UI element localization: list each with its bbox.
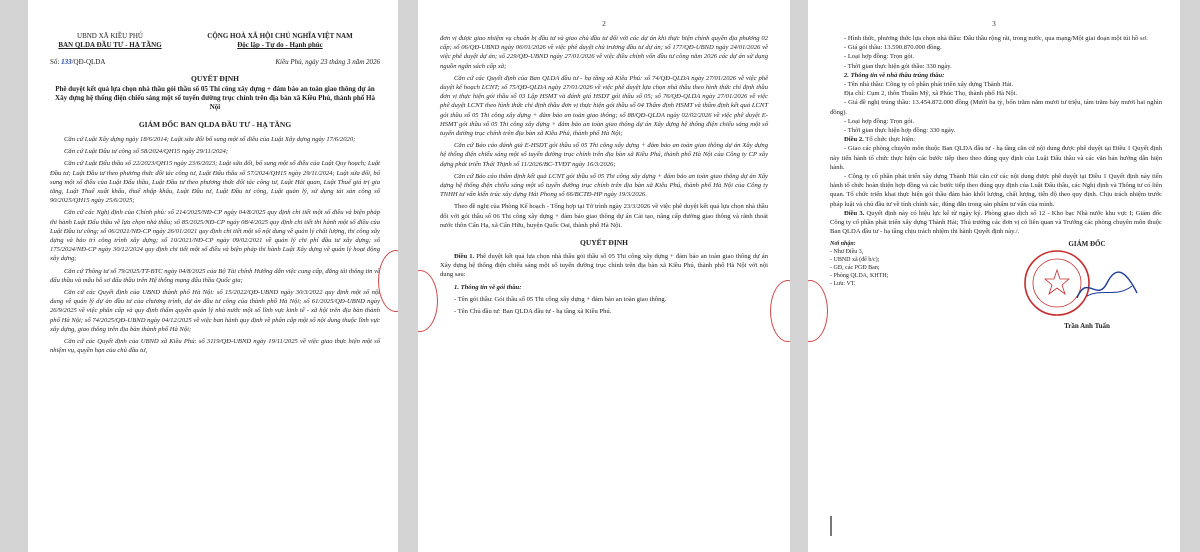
recipients-list	[830, 240, 888, 330]
director-heading: GIÁM ĐỐC BAN QLDA ĐẦU TƯ - HẠ TẦNG	[138, 120, 292, 129]
basis-paragraph: đơn vị được giao nhiệm vụ chuẩn bị đầu tư và giao chủ đầu tư đối với các dự án khi thực hiện chính quyền địa phương 02 cấp; số 06/QĐ-UBND ngày 06/01/2026 về việc phê duyệt chủ trương đầu tư dự án; số 177/QĐ-UBND ngày 24/01/2026 về việc phê duyệt dự án; số 229/QĐ-UBND ngày 27/01/2026 về việc điều chỉnh vốn đầu tư công năm 2026 các dự án sử dụng nguồn ngân sách cấp xã;	[440, 35, 768, 70]
winner-line: Địa chỉ: Cụm 2, thôn Thuần Mỹ, xã Phúc Thọ, thành phố Hà Nội.	[844, 90, 1018, 98]
package-owner: - Tên Chủ đầu tư: Ban QLDA đầu tư - hạ tầng xã Kiều Phú.	[454, 308, 612, 316]
document-header	[50, 32, 380, 50]
doc-no-handwritten: 133	[61, 58, 72, 66]
basis-paragraph: Căn cứ các Nghị định của Chính phủ: số 214/2025/NĐ-CP ngày 04/8/2025 quy định chi tiết một số điều và biện pháp thi hành Luật Đấu thầu về lựa chọn nhà thầu; số 85/2025/NĐ-CP ngày 08/4/2025 quy định chi tiết thi hành một số điều của Luật Đầu tư công; số 06/2021/NĐ-CP ngày 26/01/2021 quy định chi tiết một số nội dung về quản lý chất lượng, thi công xây dựng và bảo trì công trình xây dựng; số 10/2021/NĐ-CP ngày 09/02/2021 về quản lý chi phí đầu tư xây dựng; số 175/2024/NĐ-CP ngày 30/12/2024 quy định chi tiết một số điều và biện pháp thi hành Luật Xây dựng về quản lý hoạt động xây dựng;	[50, 209, 380, 263]
decision-heading: QUYẾT ĐỊNH	[580, 238, 628, 248]
digital-signature-note	[830, 516, 950, 536]
basis-paragraph: Căn cứ Báo cáo thẩm định kết quả LCNT gói thầu số 05 Thi công xây dựng + đảm bảo an toàn giao thông dự án Xây dựng hệ thống điện chiếu sáng một số tuyến đường trục chính trên địa bàn xã Kiều Phú, thành phố Hà Nội của Công ty TNHH tư vấn kiến trúc xây dựng Hải Phong số 66/BCTĐ-HP ngày 19/3/2026.	[440, 172, 768, 199]
basis-paragraph: Căn cứ các Quyết định của Ban QLDA đầu tư - hạ tầng xã Kiều Phú: số 74/QĐ-QLDA ngày 27/01/2026 về việc phê duyệt kế hoạch LCNT; số 75/QĐ-QLDA ngày 27/01/2026 về việc phê duyệt lựa chọn nhà thầu theo hình thức chỉ định thầu đơn vị thực hiện gói thầu số 03 Lập HSMT và đánh giá HSDT gói thầu số 05; số 76/QĐ-QLDA ngày 27/01/2026 về việc phê duyệt LCNT theo hình thức chỉ định thầu đơn vị thực hiện gói thầu số 04 Thẩm định HSMT và thẩm định kết quả LCNT gói thầu số 05 Thi công xây dựng + đảm bảo an toàn giao thông; số 88/QĐ-QLDA ngày 02/02/2026 về việc phê duyệt E-HSMT gói thầu số 05 Thi công xây dựng + đảm bảo an toàn giao thông dự án Xây dựng hệ thống điện chiếu sáng một số tuyến đường trục chính trên địa bàn xã Kiều Phú, thành phố Hà Nội;	[440, 74, 768, 138]
winner-line: - Giá đề nghị trúng thầu: 13.454.872.000 đồng (Mười ba tỷ, bốn trăm năm mươi tư triệu, tám trăm bảy mươi hai nghìn đồng).	[830, 99, 1162, 116]
document-page-1	[28, 0, 398, 552]
document-number	[50, 58, 105, 66]
basis-paragraph: Căn cứ Luật Đấu thầu số 22/2023/QH15 ngày 23/6/2023; Luật sửa đổi, bổ sung một số điều của Luật Quy hoạch; Luật Đầu tư; Luật Đầu tư theo phương thức đối tác công tư, Luật Đấu thầu số 57/2024/QH15 ngày 29/11/2024; Luật sửa đổi, bổ sung một số điều của Luật Đấu thầu, Luật Đầu tư theo phương thức đối tác công tư, Luật Hải quan, Luật Thuế giá trị gia tăng, Luật Thuế xuất khẩu, thuế nhập khẩu, Luật Đầu tư, Luật Đầu tư công, Luật quản lý, sử dụng tài sản công số 90/2025/QH15 ngày 25/6/2025;	[50, 160, 380, 205]
signer-name: Trần Anh Tuấn	[1064, 322, 1110, 331]
article-2-text: Tổ chức thực hiện:	[863, 136, 916, 144]
digital-signature-mark	[830, 516, 950, 536]
winner-line: - Loại hợp đồng: Trọn gói.	[844, 117, 915, 125]
edge-seal-stamp	[808, 280, 828, 342]
section-1-heading: 1. Thông tin về gói thầu:	[454, 283, 522, 291]
section-2-heading: 2. Thông tin về nhà thầu trúng thầu:	[844, 71, 945, 79]
basis-paragraph: Căn cứ Luật Đầu tư công số 58/2024/QH15 ngày 29/11/2024;	[64, 148, 229, 156]
recipient-item: - Lưu: VT.	[830, 281, 856, 288]
winner-line: - Thời gian thực hiện hợp đồng: 330 ngày.	[844, 127, 956, 135]
signer-title: GIÁM ĐỐC	[1068, 240, 1106, 249]
basis-paragraph: Căn cứ các Quyết định của UBND xã Kiều Phú: số 3119/QĐ-UBND ngày 19/11/2025 về việc giao thực hiện một số nhiệm vụ, quyền hạn của chủ đầu tư,	[50, 338, 380, 355]
issuing-organization	[50, 32, 170, 50]
package-line: - Hình thức, phương thức lựa chọn nhà thầu: Đấu thầu rộng rãi, trong nước, qua mạng/Một giai đoạn một túi hồ sơ.	[844, 35, 1148, 42]
package-name: - Tên gói thầu: Gói thầu số 05 Thi công xây dựng + đảm bảo an toàn giao thông.	[454, 295, 667, 303]
recipient-item: - GĐ, các PGĐ Ban;	[830, 265, 880, 272]
article-3	[830, 209, 1162, 237]
article-3-text: Quyết định này có hiệu lực kể từ ngày ký. Phòng giao dịch số 12 - Kho bạc Nhà nước khu vực I; Giám đốc Công ty cổ phần phát triển xây dựng Thành Hải; Thủ trưởng các đơn vị có liên quan và Trưởng các phòng chuyên môn thuộc Ban QLDA đầu tư - hạ tầng chịu trách nhiệm thi hành Quyết định này./.	[830, 209, 1162, 236]
package-line: - Giá gói thầu: 13.590.870.000 đồng.	[844, 44, 942, 52]
national-motto	[180, 32, 380, 50]
article-1-text: Phê duyệt kết quả lựa chọn nhà thầu gói thầu số 05 Thi công xây dựng + đảm bảo an toàn giao thông dự án Xây dựng hệ thống điện chiếu sáng một số tuyến đường trục chính trên địa bàn xã Kiều Phú, thành phố Hà Nội với nội dung sau:	[440, 253, 768, 279]
basis-paragraph: Căn cứ Luật Xây dựng ngày 18/6/2014; Luật sửa đổi bổ sung một số điều của Luật Xây dựng ngày 17/6/2020;	[64, 136, 356, 143]
basis-paragraph: Căn cứ các Quyết định của UBND thành phố Hà Nội: số 15/2022/QĐ-UBND ngày 30/3/2022 quy định một số nội dung về quản lý dự án đầu tư của chương trình, dự án đầu tư công của thành phố Hà Nội; số 61/2025/QĐ-UBND ngày 26/9/2025 về việc phân cấp và quy định thẩm quyền quản lý nhà nước một số lĩnh vực kinh tế - xã hội trên địa bàn thành phố Hà Nội; số 74/2025/QĐ-UBND ngày 04/12/2025 về việc ban hành quy định về phân cấp một số nội dung thuộc lĩnh vực xây dựng, giao thông trên địa bàn thành phố Hà Nội;	[50, 289, 380, 333]
document-page-3	[808, 0, 1180, 552]
article-2-label: Điều 2.	[844, 136, 864, 144]
page-number: 2	[602, 20, 606, 28]
document-date: Kiều Phú, ngày 23 tháng 3 năm 2026	[275, 58, 380, 66]
article-2-item: - Công ty cổ phần phát triển xây dựng Thành Hải căn cứ các nội dung được phê duyệt tại Điều 1 Quyết định này tiến hành tổ chức hoàn thiện hợp đồng và các bước tiếp theo đúng quy định của Luật Đấu thầu, các Nghị định và Thông tư có liên quan. Tổ chức triển khai thực hiện gói thầu đảm bảo khối lượng, chất lượng, tiến độ theo quy định. Chịu trách nhiệm trước pháp luật và chủ đầu tư về tính chính xác, đúng đắn trong sản phẩm tư vấn của mình.	[830, 173, 1162, 208]
recipient-item: - UBND xã (để b/c);	[830, 257, 880, 264]
signer-block	[1012, 240, 1162, 330]
article-2-item: - Giao các phòng chuyên môn thuộc Ban QLDA đầu tư - hạ tầng căn cứ nội dung được phê duyệt tại Điều 1 Quyết định này tiến hành tổ chức thực hiện các bước tiếp theo theo đúng quy định của Luật Đấu thầu và các văn bản hướng dẫn hiện hành.	[830, 145, 1162, 171]
article-3-label: Điều 3.	[844, 209, 865, 217]
proposal-paragraph: Theo đề nghị của Phòng Kế hoạch - Tổng hợp tại Tờ trình ngày 23/3/2026 về việc phê duyệt kết quả lựa chọn nhà thầu đối với gói thầu số 06 Thi công xây dựng + đảm bảo giao thông dự án Cải tạo, nâng cấp đường giao thông và rãnh thoát nước thôn Cẩn Hạ, xã Cẩn Hữu, huyện Quốc Oai, thành phố Hà Nội.	[440, 203, 768, 229]
document-page-2	[418, 0, 790, 552]
nation-line-2: Độc lập - Tự do - Hạnh phúc	[237, 41, 323, 49]
recipient-item: - Như Điều 3,	[830, 249, 864, 256]
document-title: QUYẾT ĐỊNH	[191, 74, 239, 83]
number-date-row	[50, 58, 380, 66]
edge-seal-stamp	[418, 270, 438, 332]
doc-no-label: Số:	[50, 58, 60, 66]
article-1	[440, 252, 768, 280]
package-line: - Thời gian thực hiện gói thầu: 330 ngày.	[844, 62, 952, 70]
org-line-1: UBND XÃ KIỀU PHÚ	[77, 32, 143, 40]
basis-paragraph: Căn cứ Báo cáo đánh giá E-HSDT gói thầu số 05 Thi công xây dựng + đảm bảo an toàn giao thông dự án Xây dựng hệ thống điện chiếu sáng một số tuyến đường trục chính trên địa bàn xã Kiều Phú, thành phố Hà Nội của Công ty CP xây dựng phát triển Thái Thịnh số 11/2026/BC-TVĐT ngày 16/3/2026;	[440, 142, 768, 168]
package-line: - Loại hợp đồng: Trọn gói.	[844, 53, 915, 61]
handwritten-signature-icon	[1072, 268, 1142, 308]
edge-seal-stamp	[378, 250, 398, 312]
page-number: 3	[992, 20, 996, 28]
nation-line-1: CỘNG HOÀ XÃ HỘI CHỦ NGHĨA VIỆT NAM	[207, 32, 353, 40]
article-1-label: Điều 1.	[454, 253, 475, 261]
winner-line: - Tên nhà thầu: Công ty cổ phần phát triển xây dựng Thành Hải.	[844, 81, 1014, 89]
document-subtitle: Phê duyệt kết quả lựa chọn nhà thầu gói thầu số 05 Thi công xây dựng + đảm bảo an toàn giao thông dự án Xây dựng hệ thống điện chiếu sáng một số tuyến đường trục chính trên địa bàn xã Kiều Phú, thành phố Hà Nội	[55, 85, 375, 111]
recipients-title: Nơi nhận:	[830, 241, 856, 248]
edge-seal-stamp	[770, 280, 790, 342]
signature-block-row	[830, 240, 1162, 330]
recipient-item: - Phòng QLDA, KHTH;	[830, 273, 889, 280]
org-line-2: BAN QLDA ĐẦU TƯ - HẠ TẦNG	[58, 41, 162, 49]
article-2	[830, 135, 1162, 144]
basis-paragraph: Căn cứ Thông tư số 79/2025/TT-BTC ngày 04/8/2025 của Bộ Tài chính Hướng dẫn việc cung cấp, đăng tải thông tin về đấu thầu và mẫu hồ sơ đấu thầu trên Hệ thống mạng đấu thầu Quốc gia;	[50, 267, 380, 284]
doc-no-suffix: /QĐ-QLDA	[71, 58, 106, 66]
